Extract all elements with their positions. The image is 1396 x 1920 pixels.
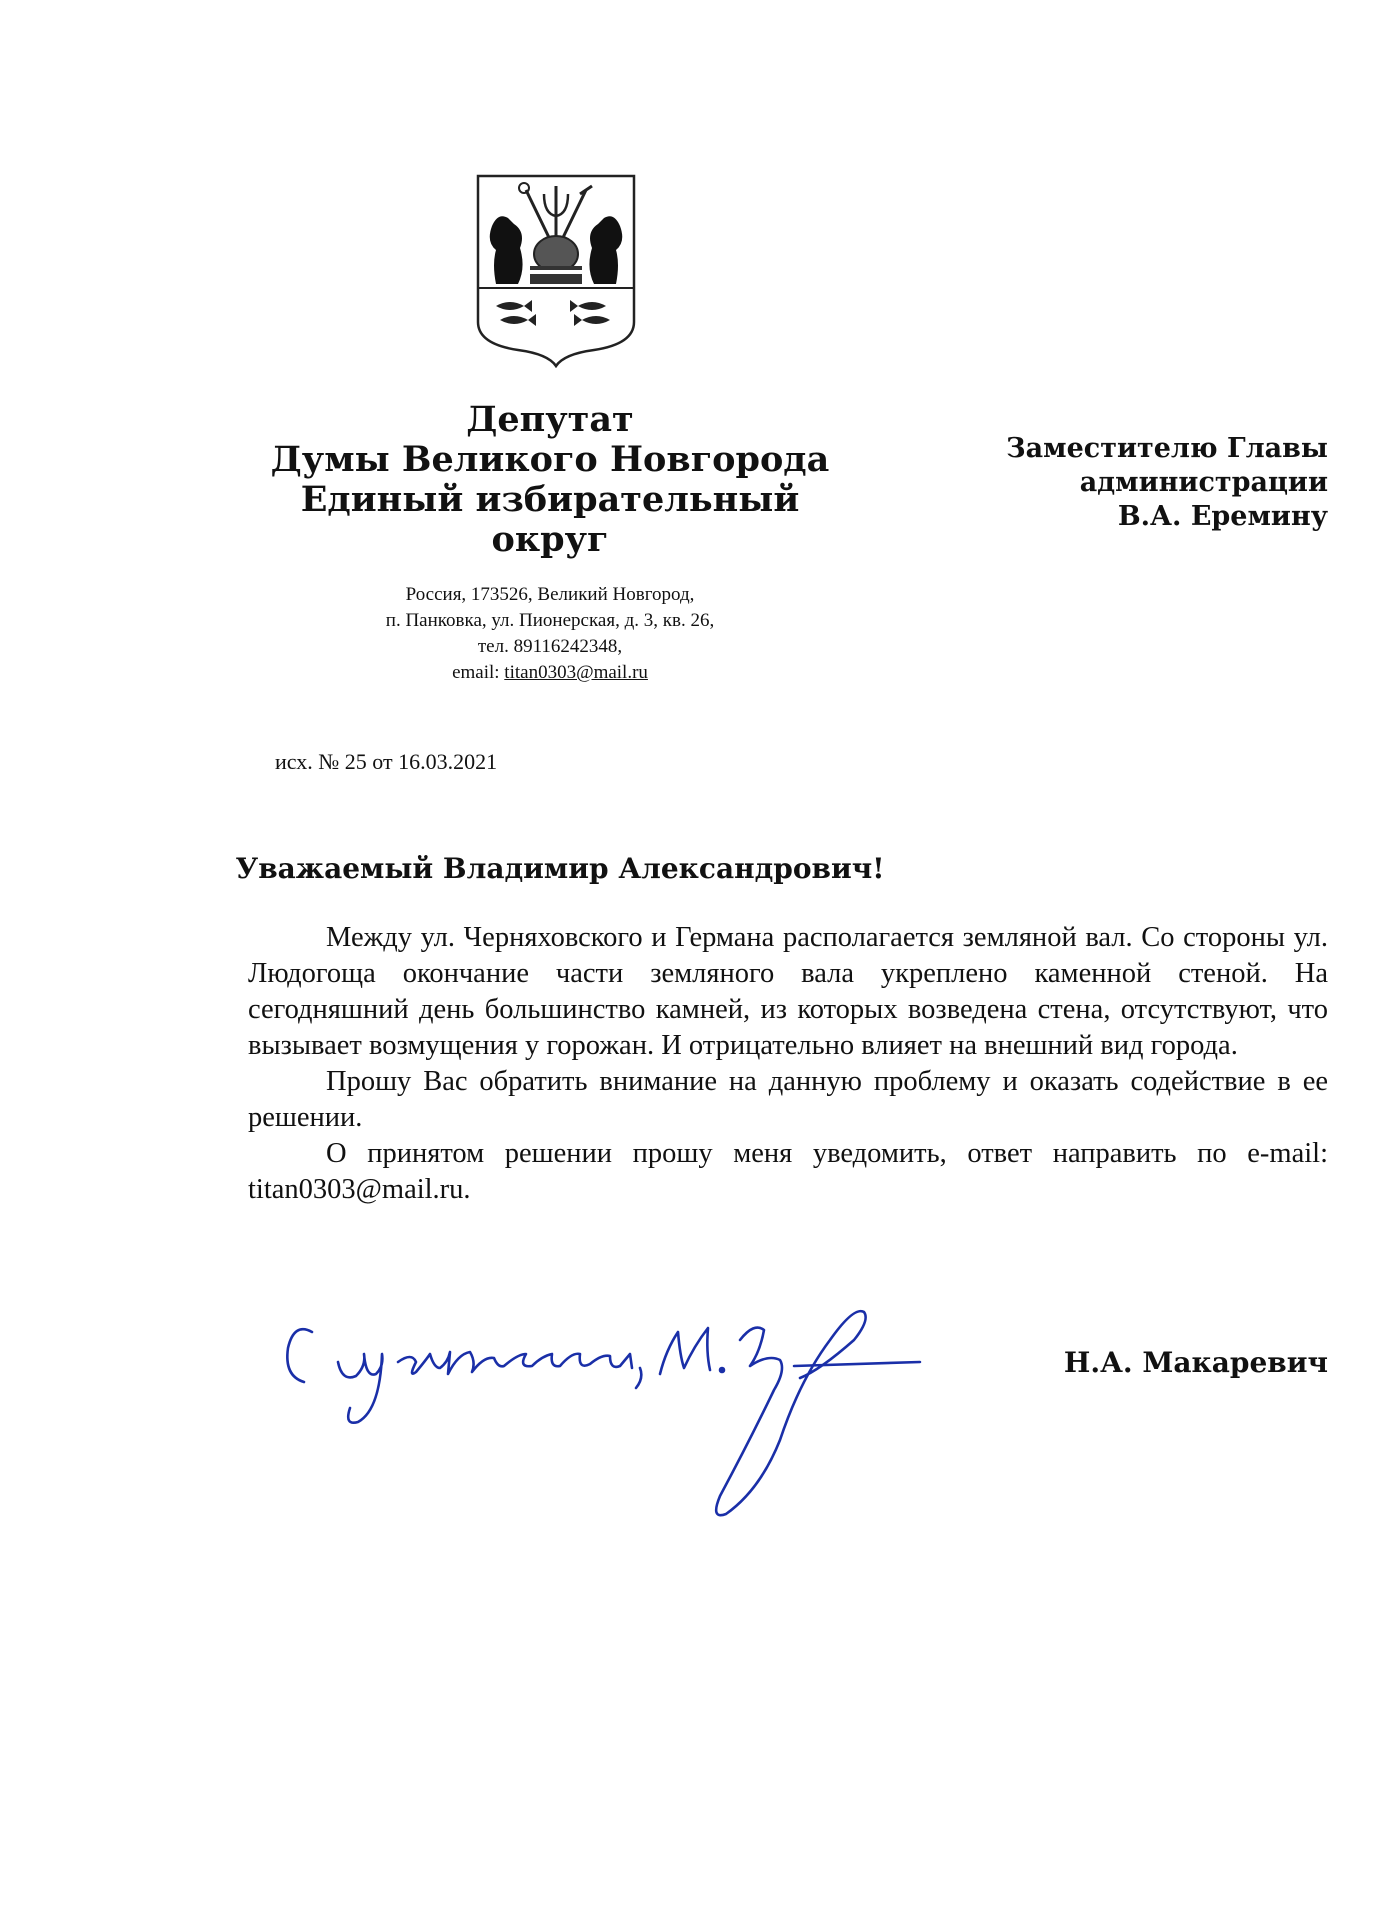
recipient-block (908, 432, 1328, 534)
recipient-line: Заместителю Главы (1006, 433, 1328, 464)
address-line: п. Панковка, ул. Пионерская, д. 3, кв. 26, (385, 610, 715, 631)
address-line: тел. 89116242348, (477, 636, 623, 657)
email-line (320, 660, 780, 686)
signer-name: Н.А. Макаревич (1063, 1346, 1328, 1379)
email-link[interactable]: titan0303@mail.ru (504, 662, 648, 683)
body-paragraph: О принятом решении прошу меня уведомить, ответ направить по e-mail: titan0303@mail.ru. (248, 1138, 1328, 1205)
recipient-line: администрации (1079, 467, 1328, 498)
body-paragraph: Прошу Вас обратить внимание на данную проблему и оказать содействие в ее решении. (248, 1066, 1328, 1133)
sender-title-line: Единый избирательный округ (300, 479, 800, 560)
email-label: email: (452, 662, 505, 683)
recipient-line: В.А. Еремину (1117, 501, 1328, 532)
body-paragraph: Между ул. Черняховского и Германа располагается земляной вал. Со стороны ул. Людогоща окончание части земляного вала укреплено каменной стеной. На сегодняшний день большинство камней, из которых возведена стена, отсутствуют, что вызывает возмущения у горожан. И отрицательно влияет на внешний вид города. (248, 922, 1328, 1061)
sender-title (250, 400, 850, 560)
address-line: Россия, 173526, Великий Новгород, (405, 584, 695, 605)
sender-title-line: Думы Великого Новгорода (270, 439, 830, 480)
greeting: Уважаемый Владимир Александрович! (235, 852, 885, 885)
sender-title-line: Депутат (466, 399, 634, 440)
handwritten-signature (280, 1270, 1040, 1540)
sender-address (320, 582, 780, 686)
outgoing-reference: исх. № 25 от 16.03.2021 (275, 749, 498, 774)
letter-body (248, 920, 1328, 1208)
novgorod-coat-of-arms-icon (474, 172, 638, 368)
